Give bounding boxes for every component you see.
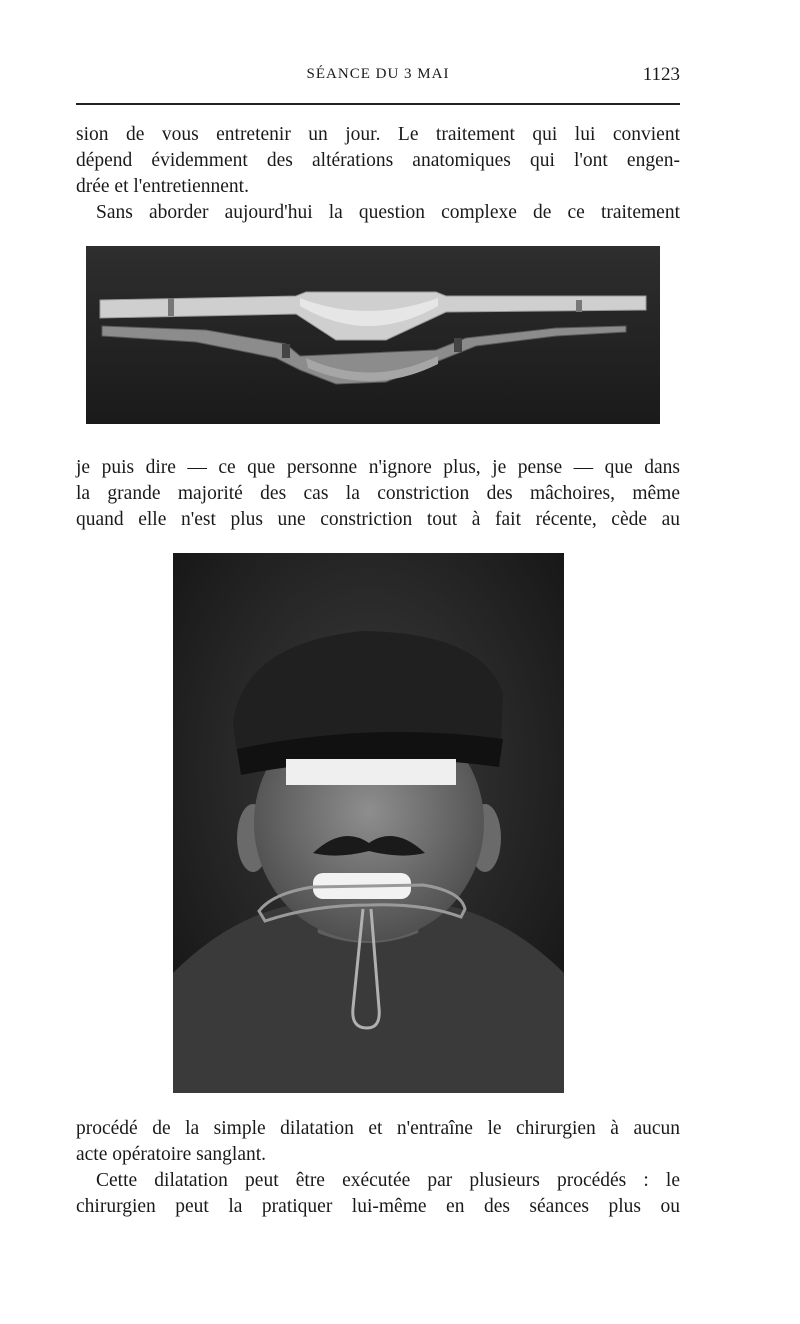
page-number: 1123 — [642, 64, 680, 85]
text-line: Sans aborder aujourd'hui la question complexe de ce traitement — [96, 202, 680, 223]
paragraph-3 — [76, 455, 680, 533]
strap-apparatus-photo-drawing — [86, 246, 660, 424]
patient-portrait-photo — [173, 553, 564, 1093]
running-head-title: SÉANCE DU 3 MAI — [306, 66, 450, 82]
running-head — [76, 62, 680, 92]
patient-portrait-drawing — [173, 553, 564, 1093]
strap-apparatus-photo — [86, 246, 660, 424]
text-line: je puis dire — ce que personne n'ignore plus, je pense — que dans — [76, 457, 680, 478]
text-line: la grande majorité des cas la constriction des mâchoires, même — [76, 483, 680, 504]
text-line: procédé de la simple dilatation et n'entraîne le chirurgien à aucun — [76, 1118, 680, 1139]
paragraph-1 — [76, 122, 680, 200]
paragraph-2 — [76, 200, 680, 226]
text-line: drée et l'entretiennent. — [76, 176, 249, 197]
text-line: chirurgien peut la pratiquer lui-même en des séances plus ou — [76, 1196, 680, 1217]
text-line: dépend évidemment des altérations anatomiques qui l'ont engen- — [76, 150, 680, 171]
text-line: sion de vous entretenir un jour. Le traitement qui lui convient — [76, 124, 680, 145]
paragraph-5 — [76, 1168, 680, 1220]
text-line: Cette dilatation peut être exécutée par plusieurs procédés : le — [96, 1170, 680, 1191]
header-rule — [76, 103, 680, 105]
paragraph-4 — [76, 1116, 680, 1168]
text-line: quand elle n'est plus une constriction tout à fait récente, cède au — [76, 509, 680, 530]
text-line: acte opératoire sanglant. — [76, 1144, 267, 1165]
